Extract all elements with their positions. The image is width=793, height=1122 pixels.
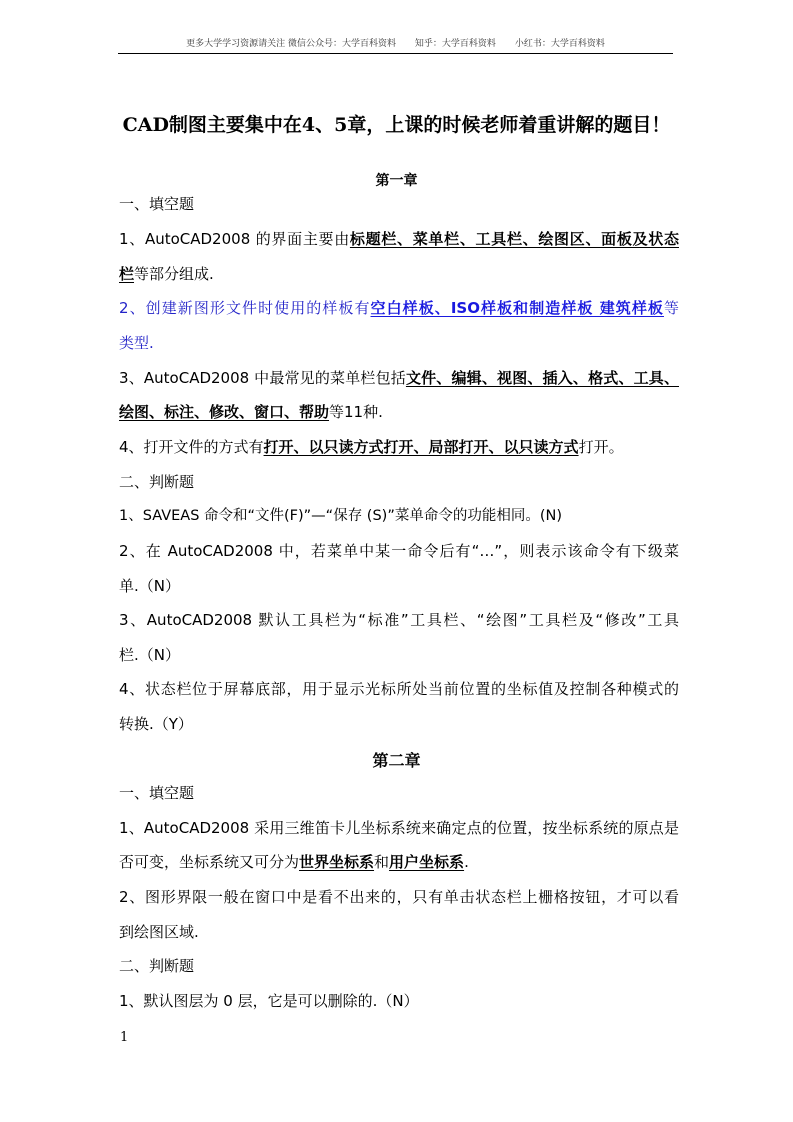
- ch1-q1-line2: [119, 264, 679, 284]
- ch1-q1-line1: [119, 229, 679, 249]
- ch1-fill-heading: 一、填空题: [119, 195, 195, 213]
- ch2-q1-post: .: [464, 853, 469, 871]
- ch1-j3-line1: 3、AutoCAD2008 默认工具栏为“标准”工具栏、“绘图”工具栏及“修改”工具: [119, 611, 679, 629]
- ch1-j4-line1: 4、状态栏位于屏幕底部，用于显示光标所处当前位置的坐标值及控制各种模式的: [119, 680, 679, 698]
- page-header: [118, 36, 673, 54]
- chapter-1-heading: 第一章: [375, 173, 418, 189]
- q4-text: 4、打开文件的方式有: [119, 438, 264, 456]
- ch2-q1-answer2: 用户坐标系: [389, 853, 465, 871]
- q1-text-cont: 等部分组成.: [134, 265, 214, 283]
- ch2-q1-text: 否可变，坐标系统又可分为: [119, 853, 300, 871]
- q1-answer: 标题栏、菜单栏、工具栏、绘图区、面板及状态: [349, 230, 679, 248]
- q2-text: 2、创建新图形文件时使用的样板有: [119, 299, 371, 317]
- ch2-q2-line2: 到绘图区域.: [119, 923, 199, 941]
- chapter-2-heading: 第二章: [372, 751, 421, 770]
- ch1-j4-line2: 转换.（Y）: [119, 715, 193, 733]
- ch1-q3-line1: [119, 368, 679, 388]
- header-zhihu: 知乎：大学百科资料: [414, 39, 496, 49]
- ch1-judge-heading: 二、判断题: [119, 473, 195, 491]
- ch1-j1: 1、SAVEAS 命令和“文件(F)”—“保存 (S)”菜单命令的功能相同。(N): [119, 508, 562, 524]
- ch1-q2-line2: 类型.: [119, 334, 154, 352]
- q3-text-cont: 等11种.: [329, 403, 383, 421]
- document-title: CAD制图主要集中在4、5章，上课的时候老师着重讲解的题目！: [122, 114, 671, 136]
- page-number: 1: [120, 1030, 129, 1045]
- ch2-q1-mid: 和: [374, 853, 390, 871]
- q3-answer: 文件、编辑、视图、插入、格式、工具、: [405, 369, 679, 387]
- ch1-j2-line1: 2、在 AutoCAD2008 中，若菜单中某一命令后有“…”，则表示该命令有下级菜: [119, 542, 679, 560]
- ch1-q4: [119, 437, 679, 457]
- ch2-q1-line2: [119, 852, 679, 872]
- q4-answer: 打开、以只读方式打开、局部打开、以只读方式: [263, 438, 579, 456]
- ch2-q1-answer1: 世界坐标系: [299, 853, 375, 871]
- ch2-q2-line1: 2、图形界限一般在窗口中是看不出来的，只有单击状态栏上栅格按钮，才可以看: [119, 888, 679, 906]
- q3-text: 3、AutoCAD2008 中最常见的菜单栏包括: [119, 369, 406, 387]
- q2-answer: 空白样板、ISO样板和制造样板 建筑样板: [370, 299, 664, 317]
- q4-text-post: 打开。: [578, 438, 624, 456]
- ch2-judge-heading: 二、判断题: [119, 957, 195, 975]
- ch1-q2-line1: [119, 298, 679, 318]
- q3-answer-cont: 绘图、标注、修改、窗口、帮助: [119, 403, 330, 421]
- ch2-q1-line1: 1、AutoCAD2008 采用三维笛卡儿坐标系统来确定点的位置，按坐标系统的原点是: [119, 819, 679, 837]
- ch1-q3-line2: [119, 402, 679, 422]
- q1-answer-cont: 栏: [119, 265, 135, 283]
- q1-text: 1、AutoCAD2008 的界面主要由: [119, 230, 350, 248]
- header-xiaohongshu: 小红书：大学百科资料: [514, 39, 605, 49]
- ch2-fill-heading: 一、填空题: [119, 784, 195, 802]
- ch1-j2-line2: 单.（N）: [119, 577, 180, 595]
- header-wechat: 更多大学学习资源请关注 微信公众号：大学百科资料: [186, 39, 397, 49]
- q2-text-post: 等: [663, 299, 679, 317]
- ch1-j3-line2: 栏.（N）: [119, 646, 180, 664]
- ch2-j1: 1、默认图层为 0 层，它是可以删除的.（N）: [119, 992, 419, 1010]
